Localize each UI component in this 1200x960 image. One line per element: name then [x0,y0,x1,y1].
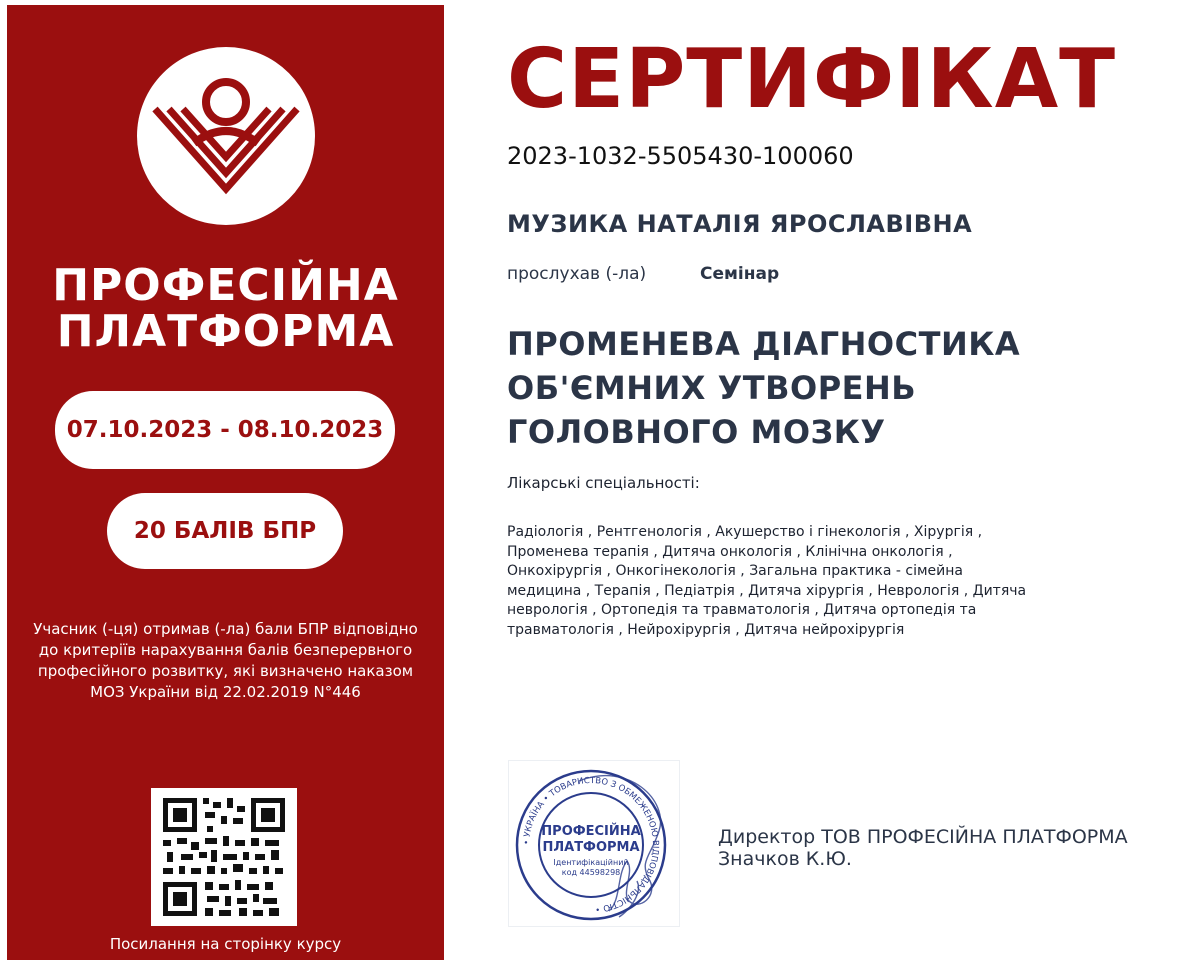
qr-code[interactable] [151,788,297,926]
course-title-line-2: ОБ'ЄМНИХ УТВОРЕНЬ [507,369,917,407]
specialties-label: Лікарські спеціальності: [507,474,700,492]
stamp-code-label: Ідентифікаційний [553,858,629,867]
brand-line-1: ПРОФЕСІЙНА [52,260,399,311]
recipient-name: МУЗИКА НАТАЛІЯ ЯРОСЛАВІВНА [507,210,973,238]
stamp [508,760,680,927]
brand-name [7,260,444,357]
sidebar-panel [7,5,444,960]
qr-caption: Посилання на сторінку курсу [109,935,342,953]
stamp-icon [509,761,679,926]
attended-label: прослухав (-ла) [507,264,647,284]
certificate-title: СЕРТИФІКАТ [507,32,1117,127]
stamp-center-line-1: ПРОФЕСІЙНА [541,824,641,839]
brand-line-2: ПЛАТФОРМА [56,306,395,357]
stamp-ring-text: • УКРАЇНА • ТОВАРИСТВО З ОБМЕЖЕНОЮ ВІДПОВІДАЛЬНІСТЮ • [521,775,661,914]
director-signature-block [718,826,1128,870]
director-title: Директор ТОВ ПРОФЕСІЙНА ПЛАТФОРМА [718,826,1128,848]
course-title [507,322,1020,454]
qr-code-icon [151,788,297,926]
course-title-line-1: ПРОМЕНЕВА ДІАГНОСТИКА [507,325,1021,363]
specialties-list: Радіологія , Рентгенологія , Акушерство і гінекологія , Хірургія , Променева терапія , Дитяча онкологія , Клінічна онкологія , Онкохірургія , Онкогінекологія , Загальна практика - сімейна медицина , Терапія , Педіатрія , Дитяча хірургія , Неврологія , Дитяча неврологія , Ортопедія та травматологія , Дитяча ортопедія та травматологія , Нейрохірургія , Дитяча нейрохірургія [507,524,1027,638]
logo [137,47,315,225]
certificate-number: 2023-1032-5505430-100060 [507,142,854,170]
event-type: Семінар [700,264,780,284]
points-badge: 20 БАЛІВ БПР [107,493,343,569]
director-name: Значков К.Ю. [718,848,852,870]
course-title-line-3: ГОЛОВНОГО МОЗКУ [507,413,886,451]
profplatform-logo-icon [137,47,315,225]
stamp-code: код 44598298 [561,868,621,877]
stamp-center-line-2: ПЛАТФОРМА [542,840,640,855]
dates-badge: 07.10.2023 - 08.10.2023 [55,391,395,469]
points-note: Учасник (-ця) отримав (-ла) бали БПР відповідно до критеріїв нарахування балів безперервного професійного розвитку, які визначено наказом МОЗ України від 22.02.2019 N°446 [33,620,418,701]
